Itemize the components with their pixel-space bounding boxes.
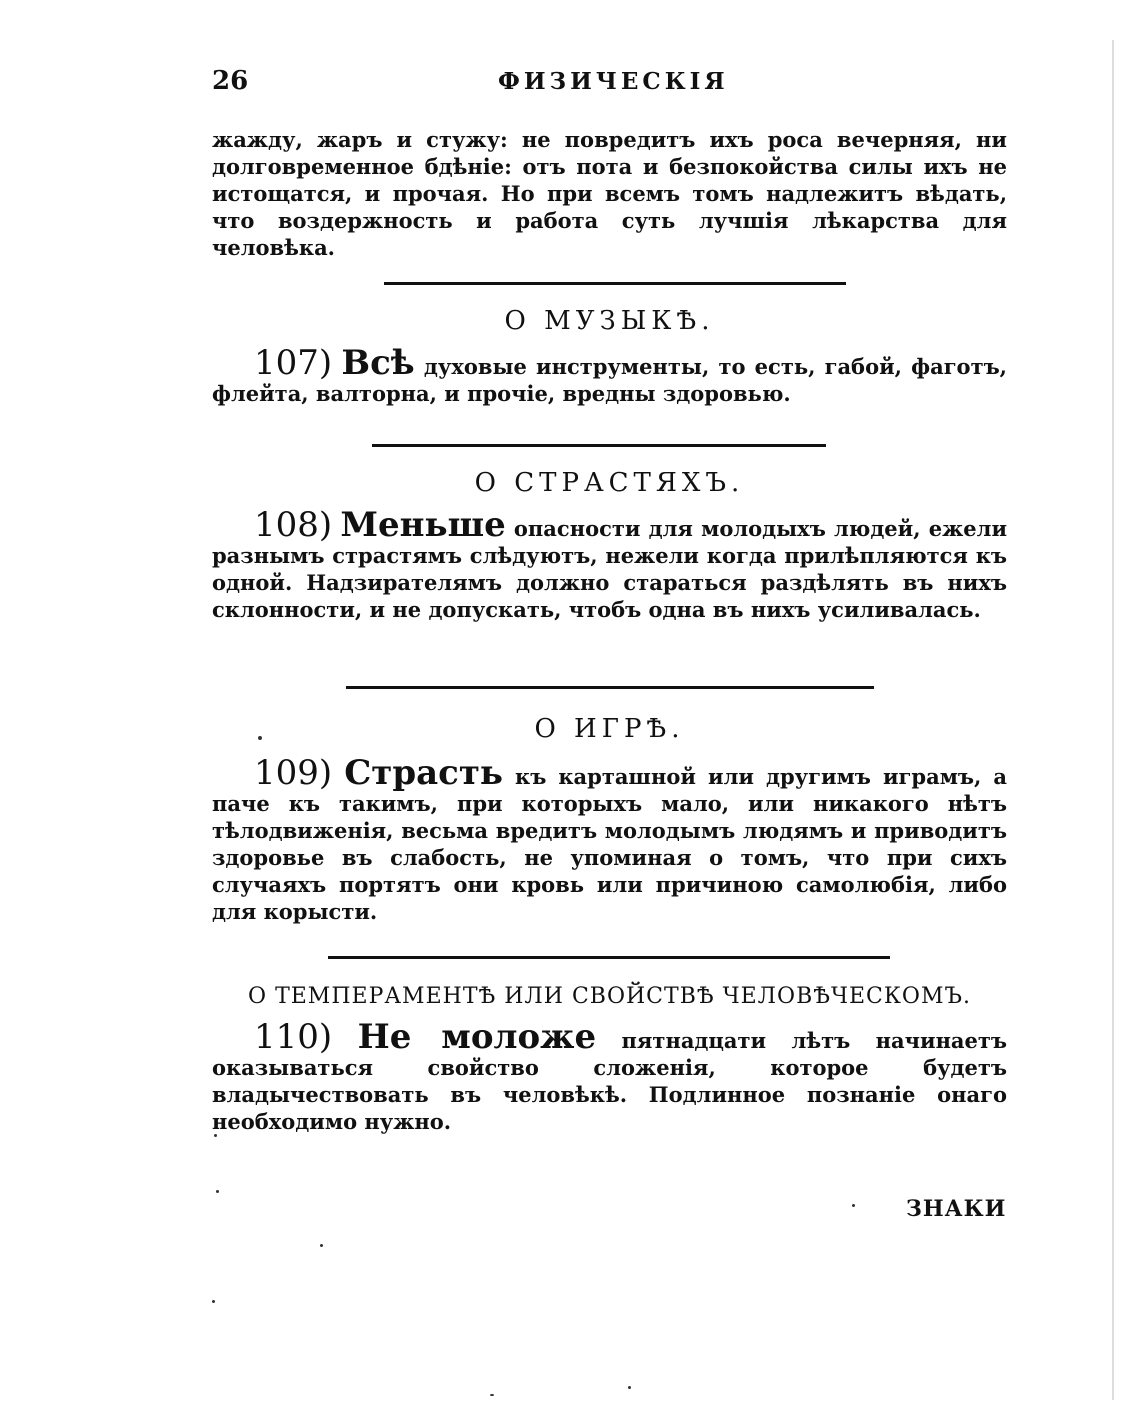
divider-rule (328, 956, 890, 959)
divider-rule (346, 686, 874, 689)
section-title-music: О МУЗЫКѢ. (504, 306, 715, 336)
scan-speck (628, 1386, 631, 1389)
scan-speck (852, 1204, 855, 1207)
paragraph-108 (212, 505, 1008, 623)
page-edge-line (1112, 40, 1114, 1400)
paragraph-109 (212, 753, 1008, 925)
scan-speck (214, 1134, 217, 1137)
section-title-passions: О СТРАСТЯХЪ. (474, 468, 745, 498)
paragraph-number: 107) (254, 343, 333, 383)
divider-rule (372, 444, 826, 447)
scan-speck (258, 736, 262, 740)
running-head: ФИЗИЧЕСКІЯ (498, 68, 729, 95)
scan-speck (490, 1394, 494, 1396)
scan-speck (216, 1190, 219, 1193)
page-number: 26 (212, 66, 249, 96)
section-title-game: О ИГРѢ. (534, 714, 685, 744)
paragraph-number: 109) (254, 753, 333, 793)
paragraph-lead-word: Не моложе (357, 1017, 597, 1057)
paragraph-110 (212, 1017, 1008, 1135)
paragraph-107 (212, 343, 1007, 407)
scan-speck (320, 1244, 323, 1247)
paragraph-text: опасности для молодыхъ людей, ежели разнымъ страстямъ слѣдуютъ, нежели когда прилѣпляются къ одной. Надзирателямъ должно стараться раздѣлять въ нихъ склонности, и не допускать, чтобъ одна въ нихъ усиливалась. (212, 516, 1008, 622)
paragraph-number: 110) (254, 1017, 333, 1057)
page-header (212, 66, 1012, 106)
section-title-temperament: О ТЕМПЕРАМЕНТѢ ИЛИ СВОЙСТВѢ ЧЕЛОВѢЧЕСКОМЪ. (248, 984, 971, 1009)
catchword: ЗНАКИ (906, 1196, 1007, 1222)
paragraph-lead-word: Всѣ (341, 343, 415, 383)
paragraph-text: пятнадцати лѣтъ начинаетъ оказываться свойство сложенія, которое будетъ владычествовать въ человѣкѣ. Подлинное познаніе онаго необходимо нужно. (212, 1028, 1008, 1134)
paragraph-text: духовые инструменты, то есть, габой, фаготъ, флейта, валторна, и прочіе, вредны здоровью. (212, 354, 1007, 406)
paragraph-text: къ карташной или другимъ играмъ, а паче къ такимъ, при которыхъ мало, или никакого нѣтъ тѣлодвиженія, весьма вредитъ молодымъ людямъ и приводитъ здоровье въ слабость, не упоминая о томъ, что при сихъ случаяхъ портятъ они кровь или причиною самолюбія, либо для корысти. (212, 764, 1008, 924)
paragraph-lead-word: Страсть (344, 753, 503, 793)
divider-rule (384, 282, 846, 285)
paragraph-lead-word: Меньше (340, 505, 506, 545)
scan-speck (212, 1300, 215, 1303)
paragraph-number: 108) (254, 505, 333, 545)
intro-paragraph: жажду, жаръ и стужу: не повредитъ ихъ роса вечерняя, ни долговременное бдѣніе: отъ пота и безпокойства силы ихъ не истощатся, и прочая. Но при всемъ томъ надлежитъ вѣдать, что воздержность и работа суть лучшія лѣкарства для человѣка. (212, 127, 1007, 260)
